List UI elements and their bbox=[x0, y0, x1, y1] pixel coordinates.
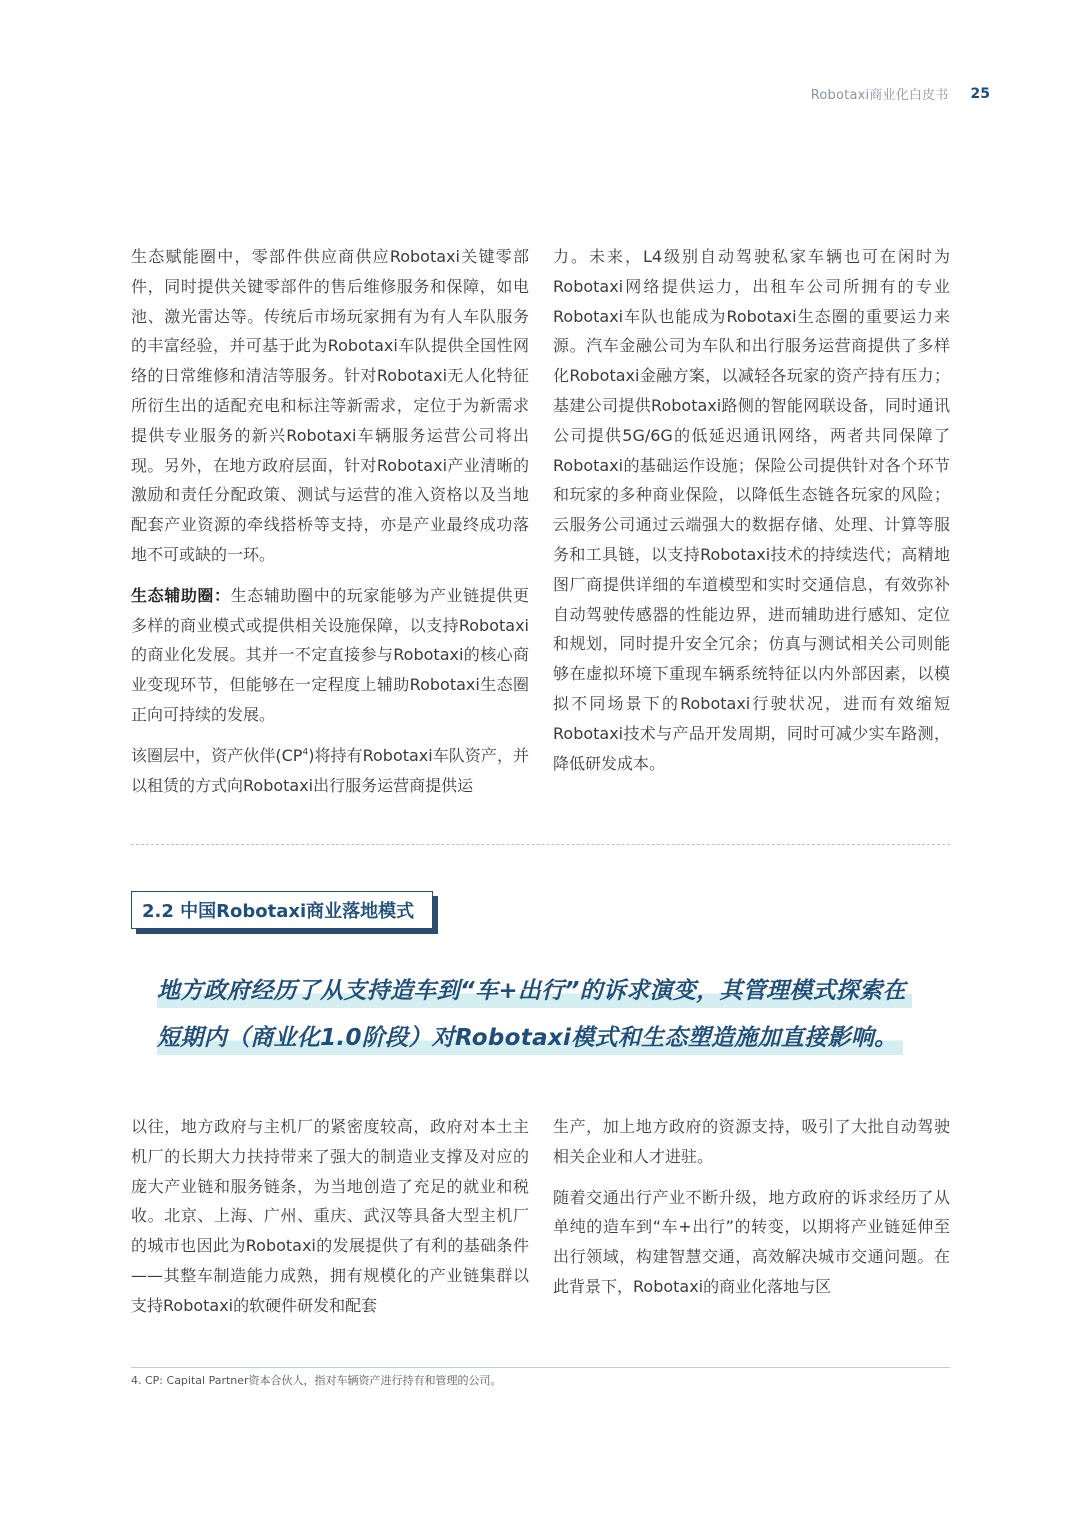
paragraph: 生态赋能圈中，零部件供应商供应Robotaxi关键零部件，同时提供关键零部件的售后维修服务和保障，如电池、激光雷达等。传统后市场玩家拥有为有人车队服务的丰富经验，并可基于此为Robotaxi车队提供全国性网络的日常维修和清洁等服务。针对Robotaxi无人化特征所衍生出的适配充电和标注等新需求，定位于为新需求提供专业服务的新兴Robotaxi车辆服务运营公司将出现。另外，在地方政府层面，针对Robotaxi产业清晰的激励和责任分配政策、测试与运营的准入资格以及当地配套产业资源的牵线搭桥等支持，亦是产业最终成功落地不可或缺的一环。 bbox=[131, 247, 529, 564]
bottom-left-column bbox=[131, 1112, 529, 1332]
section-title: 2.2 中国Robotaxi商业落地模式 bbox=[142, 901, 415, 922]
paragraph: 以往，地方政府与主机厂的紧密度较高，政府对本土主机厂的长期大力扶持带来了强大的制造业支撑及对应的庞大产业链和服务链条，为当地创造了充足的就业和税收。北京、上海、广州、重庆、武汉等具备大型主机厂的城市也因此为Robotaxi的发展提供了有利的基础条件——其整车制造能力成熟，拥有规模化的产业链集群以支持Robotaxi的软硬件研发和配套 bbox=[131, 1117, 529, 1315]
paragraph bbox=[131, 581, 529, 730]
section-heading-box bbox=[131, 891, 433, 929]
section-divider bbox=[131, 844, 950, 845]
paragraph: 力。未来，L4级别自动驾驶私家车辆也可在闲时为Robotaxi网络提供运力，出租车公司所拥有的专业Robotaxi车队也能成为Robotaxi生态圈的重要运力来源。汽车金融公司为车队和出行服务运营商提供了多样化Robotaxi金融方案，以减轻各玩家的资产持有压力；基建公司提供Robotaxi路侧的智能网联设备，同时通讯公司提供5G/6G的低延迟通讯网络，两者共同保障了Robotaxi的基础运作设施；保险公司提供针对各个环节和玩家的多种商业保险，以降低生态链各玩家的风险；云服务公司通过云端强大的数据存储、处理、计算等服务和工具链，以支持Robotaxi技术的持续迭代；高精地图厂商提供详细的车道模型和实时交通信息，有效弥补自动驾驶传感器的性能边界，进而辅助进行感知、定位和规划，同时提升安全冗余；仿真与测试相关公司则能够在虚拟环境下重现车辆系统特征以内外部因素，以模拟不同场景下的Robotaxi行驶状况，进而有效缩短Robotaxi技术与产品开发周期，同时可减少实车路测，降低研发成本。 bbox=[553, 247, 950, 773]
document-title: Robotaxi商业化白皮书 bbox=[810, 88, 949, 103]
callout-line: 地方政府经历了从支持造车到“车+出行”的诉求演变，其管理模式探索在 bbox=[157, 974, 912, 1008]
paragraph-text: )将持有Robotaxi车队资产，并以租赁的方式向Robotaxi出行服务运营商提供运 bbox=[131, 745, 529, 795]
page-number: 25 bbox=[970, 85, 990, 102]
footnote: 4. CP: Capital Partner资本合伙人，指对车辆资产进行持有和管理的公司。 bbox=[131, 1374, 502, 1387]
top-right-column bbox=[553, 242, 950, 789]
footnote-ref[interactable]: 4 bbox=[302, 747, 309, 758]
paragraph-text: 该圈层中，资产伙伴(CP bbox=[131, 745, 303, 765]
paragraph bbox=[131, 741, 529, 801]
callout-line: 短期内（商业化1.0阶段）对Robotaxi模式和生态塑造施加直接影响。 bbox=[157, 1021, 903, 1055]
callout-highlight bbox=[157, 972, 957, 1066]
top-left-column bbox=[131, 242, 529, 811]
paragraph: 随着交通出行产业不断升级，地方政府的诉求经历了从单纯的造车到“车+出行”的转变，以期将产业链延伸至出行领域，构建智慧交通，高效解决城市交通问题。在此背景下，Robotaxi的商业化落地与区 bbox=[553, 1187, 950, 1296]
footnote-divider bbox=[131, 1367, 950, 1368]
paragraph: 生产，加上地方政府的资源支持，吸引了大批自动驾驶相关企业和人才进驻。 bbox=[553, 1117, 950, 1166]
page-header bbox=[811, 84, 990, 103]
bottom-right-column bbox=[553, 1112, 950, 1313]
paragraph-lead: 生态辅助圈： bbox=[131, 585, 231, 605]
paragraph-body: 生态辅助圈中的玩家能够为产业链提供更多样的商业模式或提供相关设施保障，以支持Robotaxi的商业化发展。其并一不定直接参与Robotaxi的核心商业变现环节，但能够在一定程度上辅助Robotaxi生态圈正向可持续的发展。 bbox=[131, 585, 529, 724]
